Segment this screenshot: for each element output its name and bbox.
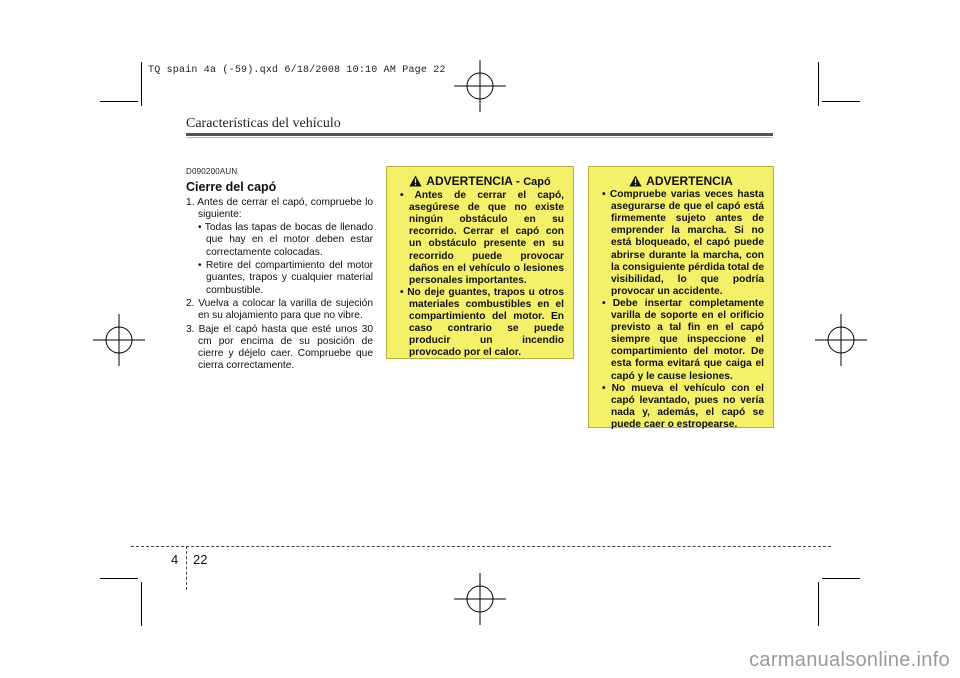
warning-item: • Antes de cerrar el capó, asegúrese de que no existe ningún obstáculo en su recorrido. Cerrar el capó con un obstáculo presente en su recorrido puede provocar daños en el vehículo o lesiones personales importantes. <box>400 190 564 286</box>
warning-title-text: ADVERTENCIA <box>646 174 733 188</box>
warning-item: • Compruebe varias veces hasta asegurarse de que el capó está firmemente sujeto antes de emprender la marcha. Si no está bloqueado, el capó puede abrirse durante la marcha, con la consiguiente pérdida total de visibilidad, lo que podría provocar un accidente. <box>602 189 764 297</box>
warning-triangle-icon <box>629 175 642 187</box>
crop-mark-icon <box>822 101 860 102</box>
warning-item: • No mueva el vehículo con el capó levantado, pues no vería nada y, además, el capó se puede caer o estropearse. <box>602 382 764 430</box>
warning-triangle-icon <box>409 175 422 187</box>
registration-mark-icon <box>815 314 867 366</box>
step-2: 2. Vuelva a colocar la varilla de sujeción en su alojamiento para que no vibre. <box>186 297 373 322</box>
warning-subtitle: Capó <box>523 176 551 188</box>
registration-mark-icon <box>454 573 506 625</box>
warning-title <box>396 175 564 188</box>
step-3: 3. Baje el capó hasta que esté unos 30 cm por encima de su posición de cierre y déjelo caer. Compruebe que cierra correctamente. <box>186 323 373 372</box>
page-number: 22 <box>193 552 208 567</box>
title-rule <box>186 133 773 136</box>
doc-code: D090200AUN <box>186 167 238 176</box>
crop-mark-icon <box>141 582 142 626</box>
substep-1: • Todas las tapas de bocas de llenado que hay en el motor deben estar correctamente colocadas. <box>198 222 373 258</box>
crop-mark-icon <box>100 101 138 102</box>
section-title: Características del vehículo <box>186 116 341 131</box>
step-1: 1. Antes de cerrar el capó, compruebe lo siguiente: <box>186 196 373 220</box>
warning-box-general <box>588 166 774 428</box>
warning-item: • No deje guantes, trapos u otros materiales combustibles en el compartimiento del motor. En caso contrario se puede producir un incendio provocado por el calor. <box>400 286 564 359</box>
crop-mark-icon <box>818 62 819 106</box>
page-number-divider <box>186 546 187 590</box>
substep-2: • Retire del compartimiento del motor guantes, trapos y cualquier material combustible. <box>198 260 373 296</box>
footer-rule <box>131 546 831 547</box>
registration-mark-icon <box>454 60 506 112</box>
left-column <box>186 166 373 374</box>
warning-item: • Debe insertar completamente varilla de soporte en el orificio previsto a tal fin en el capó siempre que inspeccione el compartimiento del motor. De esta forma evitará que caiga el capó y le cause lesiones. <box>602 297 764 382</box>
warning-title-text: ADVERTENCIA - <box>426 174 524 188</box>
crop-mark-icon <box>100 578 138 579</box>
warning-title <box>598 175 764 187</box>
registration-mark-icon <box>93 314 145 366</box>
section-heading: Cierre del capó <box>186 180 277 195</box>
crop-mark-icon <box>822 578 860 579</box>
title-rule-thin <box>186 137 773 138</box>
crop-mark-icon <box>818 582 819 626</box>
warning-box-hood <box>386 166 574 359</box>
watermark: carmanualsonline.info <box>749 649 950 671</box>
crop-mark-icon <box>141 62 142 106</box>
file-header: TQ spain 4a (-59).qxd 6/18/2008 10:10 AM Page 22 <box>148 65 446 76</box>
chapter-number: 4 <box>171 552 179 567</box>
